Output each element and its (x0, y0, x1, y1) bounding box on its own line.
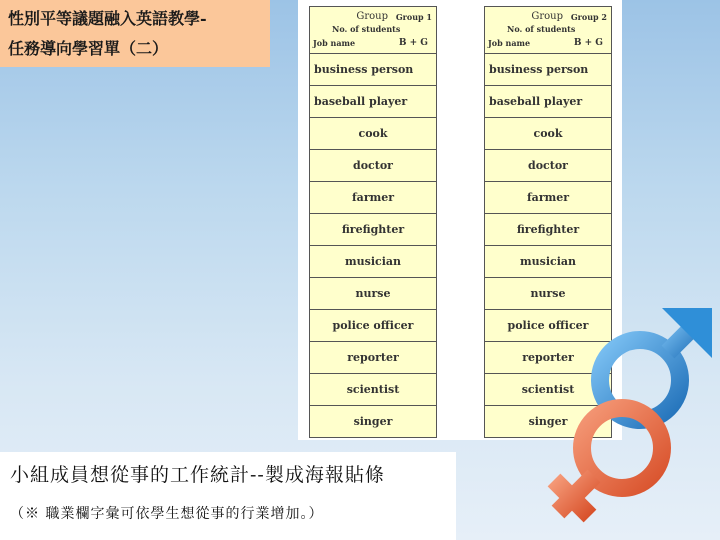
caption-line-2: （※ 職業欄字彙可依學生想從事的行業增加。） (10, 506, 324, 522)
job-row: nurse (485, 278, 611, 310)
students-label: No. of students (332, 24, 401, 34)
job-name-label: Job name (488, 38, 531, 48)
table-header (310, 7, 436, 54)
group-1-table (309, 6, 437, 438)
job-row: baseball player (310, 86, 436, 118)
group-value: Group 1 (395, 12, 432, 22)
group-label: Group (531, 11, 563, 22)
job-row: nurse (310, 278, 436, 310)
slide-title (0, 0, 270, 67)
job-row: cook (485, 118, 611, 150)
title-line-1: 性別平等議題融入英語教學- (8, 9, 207, 28)
group-label: Group (356, 11, 388, 22)
job-row: police officer (310, 310, 436, 342)
job-row: business person (485, 54, 611, 86)
table-header (485, 7, 611, 54)
job-row: musician (310, 246, 436, 278)
group-value: Group 2 (570, 12, 607, 22)
job-row: reporter (310, 342, 436, 374)
title-line-2: 任務導向學習單（二） (8, 39, 169, 58)
job-row: reporter (485, 342, 611, 374)
job-row: scientist (485, 374, 611, 406)
job-row: police officer (485, 310, 611, 342)
job-row: business person (310, 54, 436, 86)
caption-box (0, 452, 456, 540)
female-symbol-icon (554, 408, 662, 516)
job-row: firefighter (485, 214, 611, 246)
job-row: doctor (485, 150, 611, 182)
job-row: farmer (485, 182, 611, 214)
job-name-label: Job name (313, 38, 356, 48)
gender-symbols-icon (540, 300, 720, 540)
job-row: farmer (310, 182, 436, 214)
job-row: doctor (310, 150, 436, 182)
boys-girls-label: B + G (398, 38, 428, 48)
job-row: firefighter (310, 214, 436, 246)
caption-line-1: 小組成員想從事的工作統計--製成海報貼條 (10, 464, 385, 486)
job-row: singer (528, 415, 568, 428)
job-row: singer (353, 415, 393, 428)
job-row: baseball player (485, 86, 611, 118)
job-row: scientist (310, 374, 436, 406)
job-row: musician (485, 246, 611, 278)
job-row: cook (310, 118, 436, 150)
students-label: No. of students (507, 24, 576, 34)
boys-girls-label: B + G (573, 38, 603, 48)
